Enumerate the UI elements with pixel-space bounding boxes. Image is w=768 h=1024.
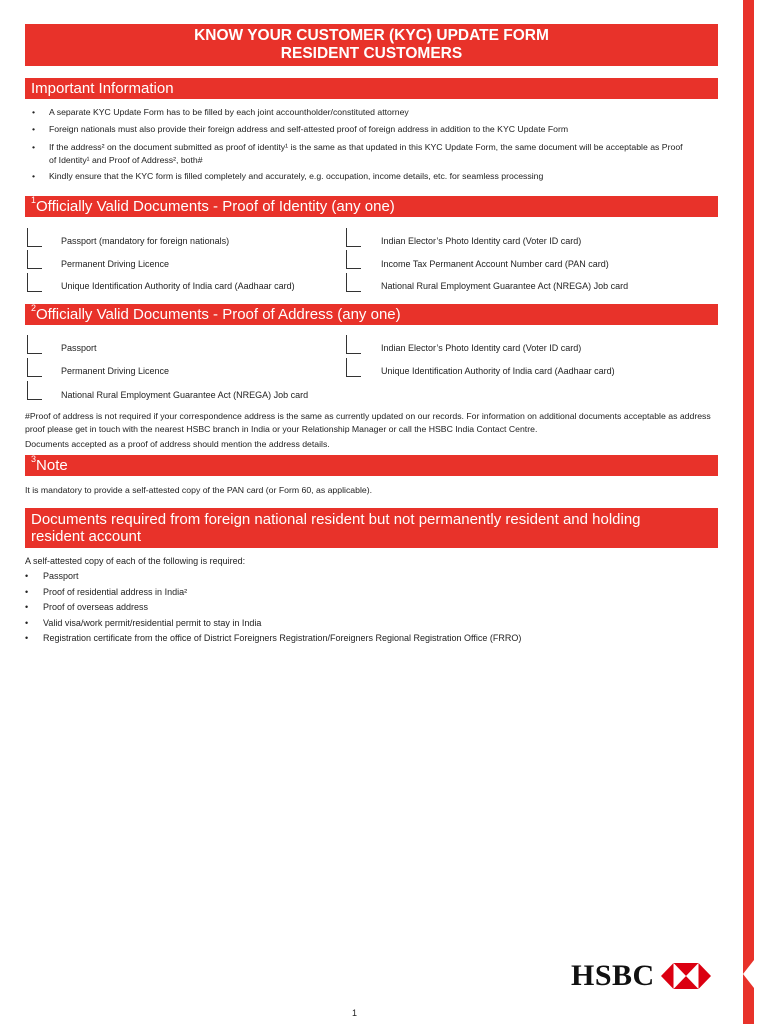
- address-option-passport: Passport: [61, 343, 97, 353]
- side-accent-notch: [743, 960, 754, 988]
- checkbox-aadhaar-identity[interactable]: [27, 273, 42, 292]
- bullet-dot: •: [25, 602, 29, 612]
- foreign-doc-item: [25, 631, 521, 647]
- foreign-doc-text: Registration certificate from the office of District Foreigners Registration/Foreigners Regional Registration Office (FRRO): [43, 633, 522, 643]
- form-title: [25, 24, 718, 66]
- identity-option-passport: Passport (mandatory for foreign nationals): [61, 236, 230, 246]
- important-bullet: [32, 141, 692, 167]
- checkbox-pan-card-identity[interactable]: [346, 250, 361, 269]
- page-number: 1: [352, 1008, 358, 1018]
- bullet-dot: •: [32, 142, 36, 152]
- identity-heading: [25, 196, 718, 217]
- identity-option-nrega: National Rural Employment Guarantee Act (NREGA) Job card: [381, 281, 629, 291]
- identity-option-voter-id: Indian Elector’s Photo Identity card (Voter ID card): [381, 236, 582, 246]
- foreign-doc-text: Proof of residential address in India²: [43, 586, 188, 597]
- foreign-doc-list: [25, 569, 521, 647]
- checkbox-voter-id-identity[interactable]: [346, 228, 361, 247]
- checkbox-driving-licence-identity[interactable]: [27, 250, 42, 269]
- identity-heading-text: Officially Valid Documents - Proof of Identity (any one): [36, 198, 395, 215]
- hsbc-logo-text: HSBC: [571, 959, 655, 992]
- bullet-dot: •: [25, 633, 29, 643]
- foreign-doc-text: Valid visa/work permit/residential permit to stay in India: [43, 617, 262, 628]
- form-title-line2: RESIDENT CUSTOMERS: [280, 45, 463, 62]
- identity-option-pan-card: Income Tax Permanent Account Number card (PAN card): [381, 259, 609, 269]
- identity-sup: 1: [31, 195, 37, 205]
- address-option-voter-id: Indian Elector’s Photo Identity card (Voter ID card): [381, 343, 582, 353]
- address-footnote: #Proof of address is not required if your correspondence address is the same as currently updated on our records. For information on additional documents acceptable as address proof please get in touch with the nearest HSBC branch in India or your Relationship Manager or call the HSBC India Contact Centre.: [25, 411, 711, 434]
- bullet-dot: •: [25, 571, 29, 581]
- checkbox-voter-id-address[interactable]: [346, 335, 361, 354]
- bullet-dot: •: [32, 171, 36, 181]
- foreign-intro: A self-attested copy of each of the following is required:: [25, 556, 246, 566]
- checkbox-nrega-address[interactable]: [27, 381, 42, 400]
- bullet-dot: •: [32, 124, 36, 134]
- address-details-note: Documents accepted as a proof of address should mention the address details.: [25, 439, 330, 449]
- address-sup: 2: [31, 303, 37, 313]
- address-option-aadhaar: Unique Identification Authority of India card (Aadhaar card): [381, 366, 615, 376]
- important-bullet: [32, 106, 712, 119]
- address-heading-text: Officially Valid Documents - Proof of Address (any one): [36, 306, 401, 323]
- foreign-doc-item: [25, 616, 521, 632]
- address-option-nrega: National Rural Employment Guarantee Act (NREGA) Job card: [61, 390, 309, 400]
- identity-option-aadhaar: Unique Identification Authority of India card (Aadhaar card): [61, 281, 295, 291]
- checkbox-passport-identity[interactable]: [27, 228, 42, 247]
- important-heading: Important Information: [25, 78, 718, 99]
- important-bullet: [32, 123, 712, 136]
- bullet-dot: •: [32, 107, 36, 117]
- address-heading: [25, 304, 718, 325]
- identity-option-driving-licence: Permanent Driving Licence: [61, 259, 170, 269]
- note-heading: [25, 455, 718, 476]
- note-text: It is mandatory to provide a self-attested copy of the PAN card (or Form 60, as applicable).: [25, 485, 373, 495]
- important-bullet: [32, 170, 712, 183]
- checkbox-passport-address[interactable]: [27, 335, 42, 354]
- foreign-heading: Documents required from foreign national resident but not permanently resident and holding resident account: [25, 508, 718, 548]
- bullet-dot: •: [25, 617, 29, 628]
- hsbc-logo: [571, 961, 711, 991]
- foreign-doc-text: Proof of overseas address: [43, 602, 149, 612]
- checkbox-nrega-identity[interactable]: [346, 273, 361, 292]
- important-bullet-text: Kindly ensure that the KYC form is filled completely and accurately, e.g. occupation, income details, etc. for seamless processing: [49, 171, 544, 181]
- foreign-doc-item: [25, 600, 521, 616]
- important-bullet-text: If the address² on the document submitted as proof of identity¹ is the same as that updated in this KYC Update Form, the same document will be acceptable as Proof of Identity¹ and Proof of Address², both#: [49, 142, 683, 165]
- hsbc-hexagon-icon: [661, 963, 711, 989]
- important-bullet-text: A separate KYC Update Form has to be filled by each joint accountholder/constituted attorney: [49, 107, 409, 117]
- note-sup: 3: [31, 454, 37, 464]
- form-title-line1: KNOW YOUR CUSTOMER (KYC) UPDATE FORM: [194, 27, 549, 44]
- important-bullet-text: Foreign nationals must also provide their foreign address and self-attested proof of foreign address in addition to the KYC Update Form: [49, 124, 569, 134]
- foreign-doc-item: [25, 585, 521, 601]
- checkbox-driving-licence-address[interactable]: [27, 358, 42, 377]
- foreign-doc-text: Passport: [43, 571, 79, 581]
- side-accent-bar: [743, 0, 754, 1024]
- address-option-driving-licence: Permanent Driving Licence: [61, 366, 170, 376]
- bullet-dot: •: [25, 586, 29, 597]
- checkbox-aadhaar-address[interactable]: [346, 358, 361, 377]
- foreign-doc-item: [25, 569, 521, 585]
- note-heading-text: Note: [36, 457, 68, 474]
